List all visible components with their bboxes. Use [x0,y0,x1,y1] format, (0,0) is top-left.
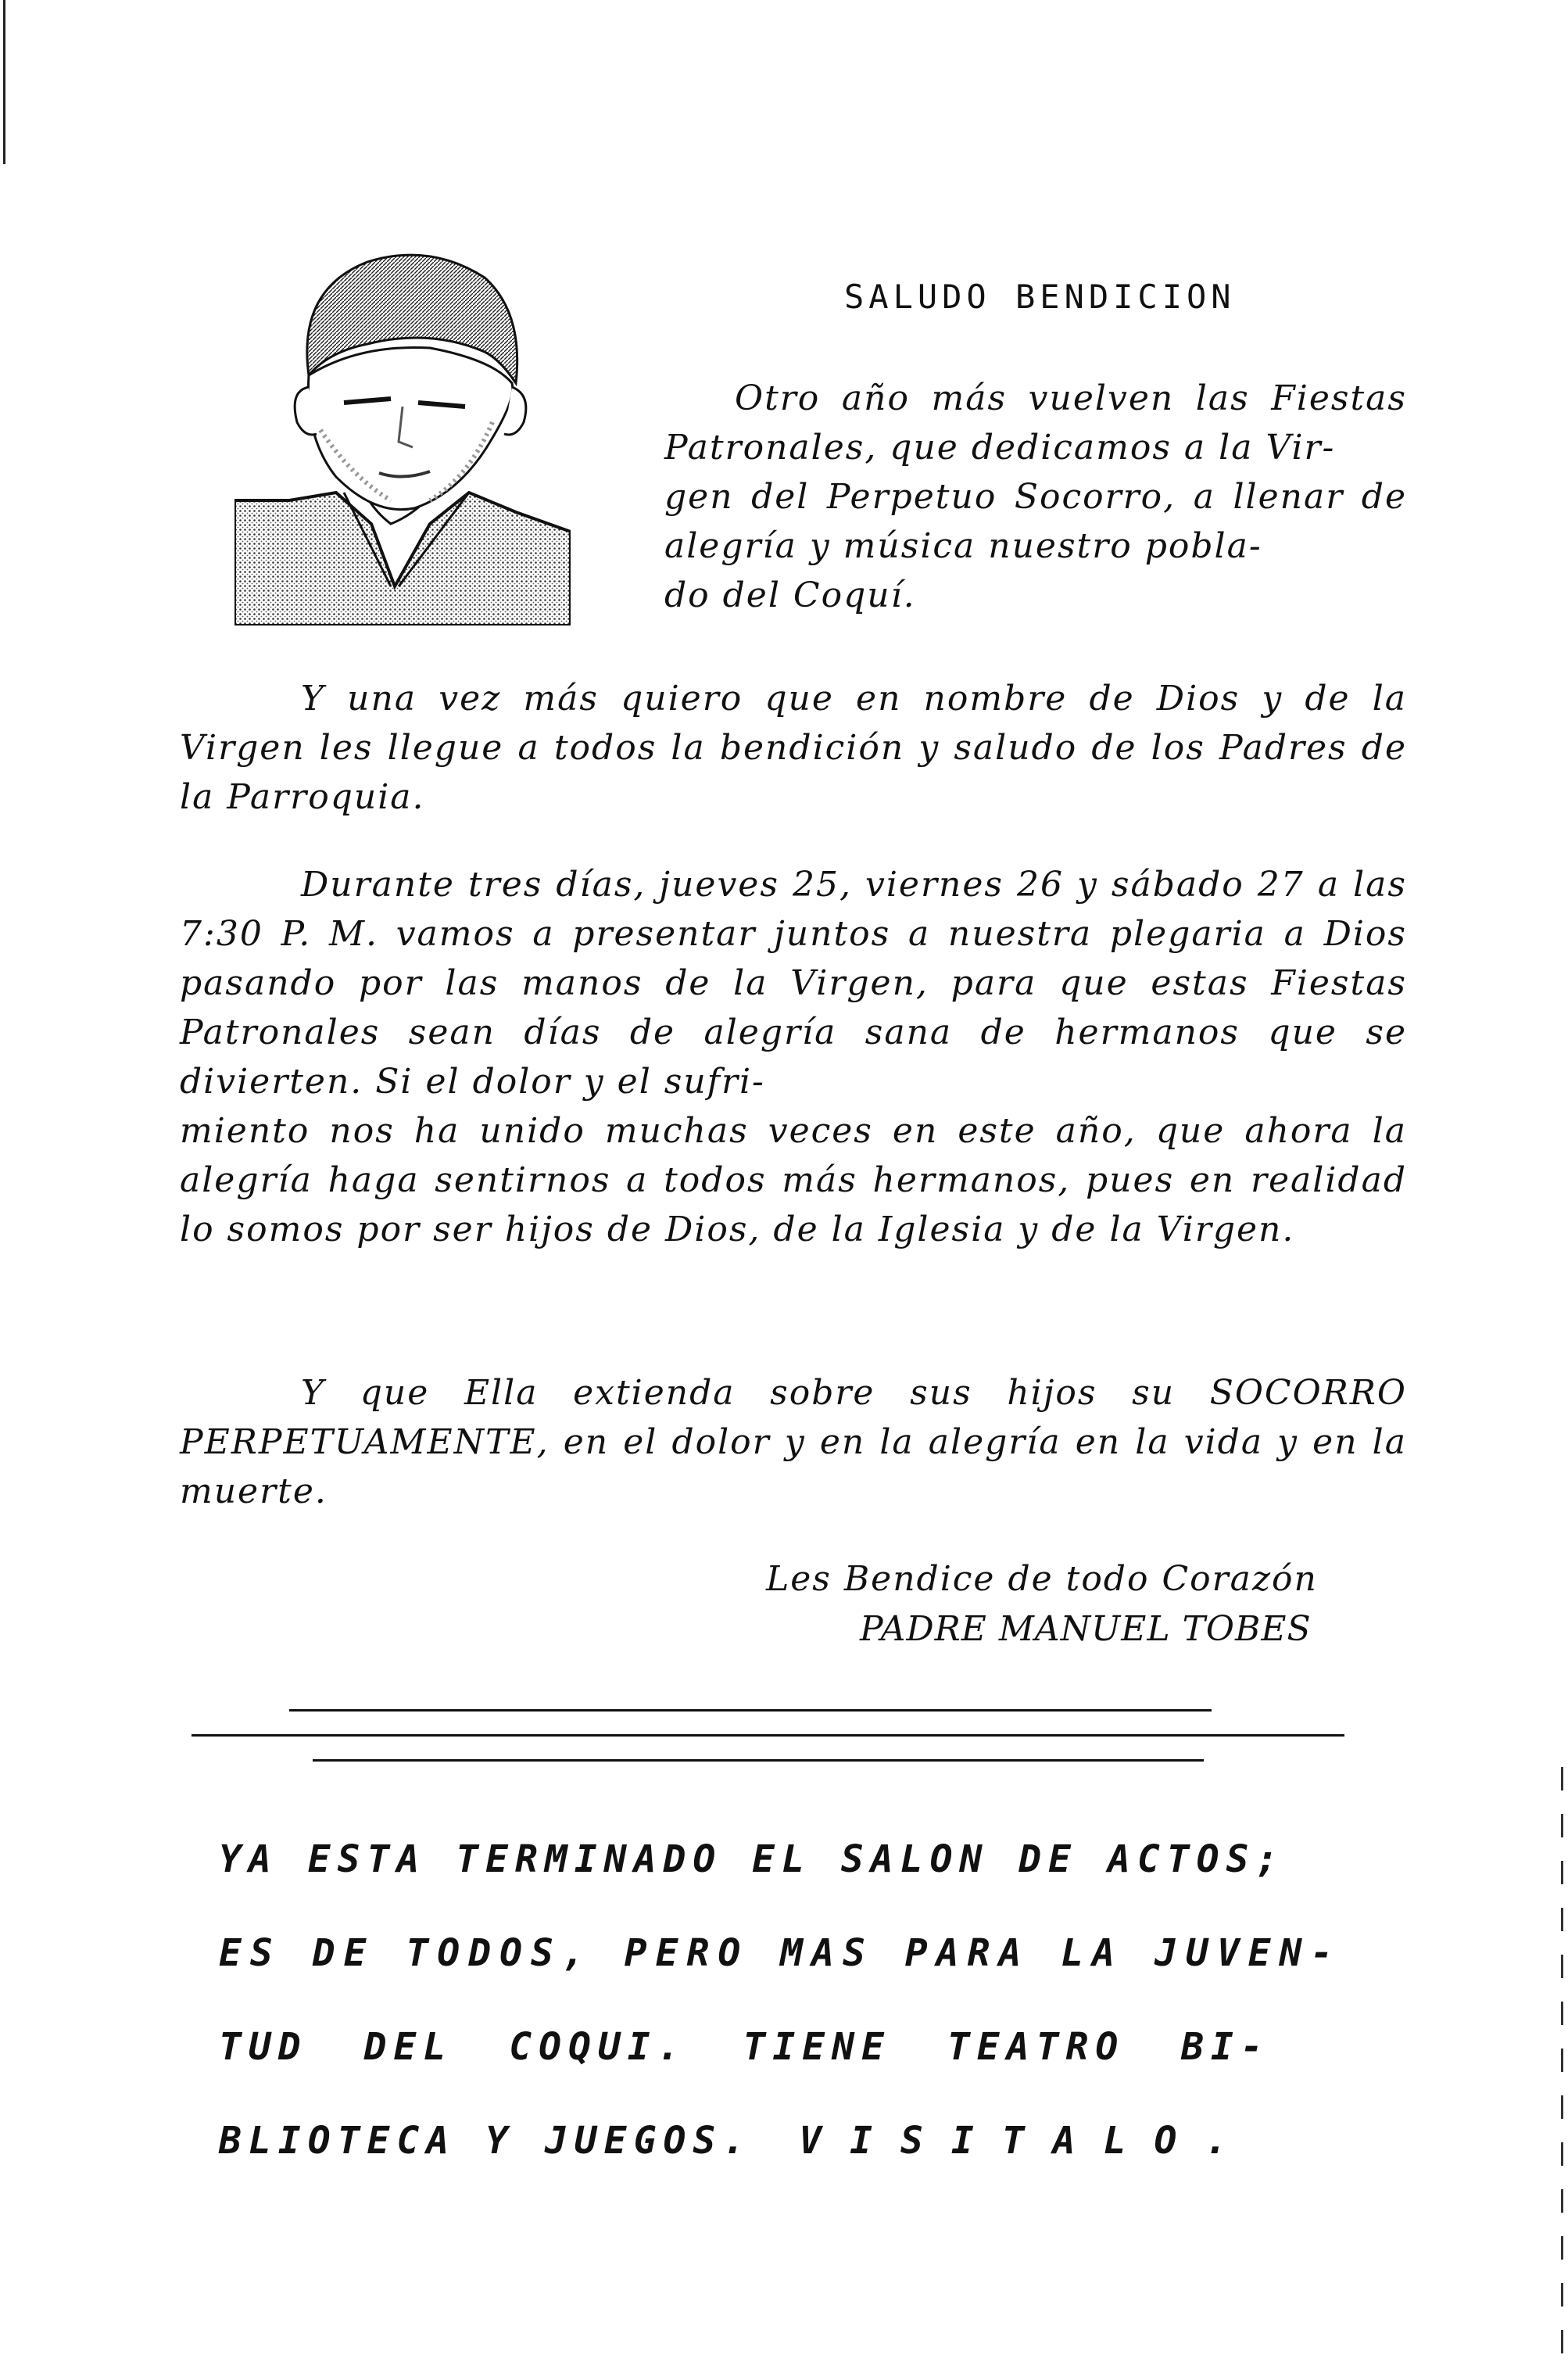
scan-edge-mark-right [1561,1767,1563,2377]
paragraph-blessing: Y una vez más quiero que en nombre de Dios y de la Virgen les llegue a todos la bendición y saludo de los Padres de la Parroquia. [180,679,1407,817]
signature-line: PADRE MANUEL TOBES [860,1609,1312,1649]
divider-line [313,1759,1204,1762]
paragraph-socorro: Y que Ella extienda sobre sus hijos su SOCORRO PERPETUAMENTE, en el dolor y en la alegría en la vida y en la muerte. [180,1373,1407,1511]
notice-line: BLIOTECA Y JUEGOS. [219,2119,753,2163]
paragraph-schedule: Durante tres días, jueves 25, viernes 26 y sábado 27 a las 7:30 P. M. vamos a presentar juntos a nuestra plegaria a Dios pasando por las manos de la Virgen, para que estas Fiestas Patronales sean días de alegría sana de hermanos que se divierten. Si el dolor y el sufri- miento nos ha unido muchas veces en este año, que ahora la alegría haga sentirnos a todos más hermanos, pues en realidad lo somos por ser hijos de Dios, de la Iglesia y de la Virgen. [180,865,1407,1249]
scan-edge-mark [3,0,5,164]
notice-line: TUD DEL COQUI. TIENE TEATRO BI- [219,2025,1270,2069]
divider-line [289,1709,1212,1712]
paragraph-fiestas: Otro año más vuelven las Fiestas Patronales, que dedicamos a la Vir- gen del Perpetuo Socorro, a llenar de alegría y música nuestro pobla- do del Coquí. [664,378,1407,615]
notice-line: ES DE TODOS, PERO MAS PARA LA JUVEN- [219,1931,1342,1975]
notice-line: YA ESTA TERMINADO EL SALON DE ACTOS; [219,1837,1286,1881]
greeting-heading: SALUDO BENDICION [844,278,1236,316]
salon-notice [219,1812,1360,2188]
closing-line: Les Bendice de todo Corazón [766,1559,1318,1599]
notice-visitalo: VISITALO. [799,2119,1256,2163]
notice-line-last [219,2094,1360,2188]
divider-line [192,1734,1344,1737]
priest-portrait [234,242,571,625]
